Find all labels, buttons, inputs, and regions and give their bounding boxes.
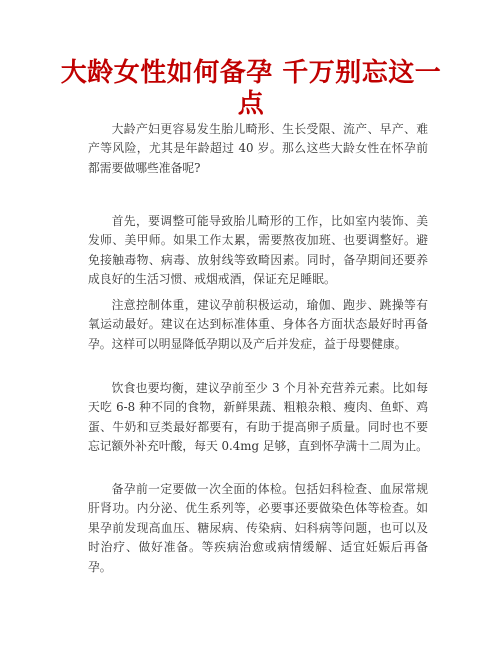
paragraph-work-lifestyle: 首先，要调整可能导致胎儿畸形的工作，比如室内装饰、美发师、美甲师。如果工作太累，需要熬夜加班、也要调整好。避免接触毒物、病毒、放射线等致畸因素。同时，备孕期间还要养成良好的生活习惯、戒烟戒酒，保证充足睡眠。 — [88, 214, 428, 287]
paragraph-intro: 大龄产妇更容易发生胎儿畸形、生长受限、流产、早产、难产等风险，尤其是年龄超过 40 岁。那么这些大龄女性在怀孕前都需要做哪些准备呢? — [88, 122, 428, 175]
article-title: 大龄女性如何备孕 千万别忘这一点 — [60, 58, 442, 119]
paragraph-diet: 饮食也要均衡，建议孕前至少 3 个月补充营养元素。比如每天吃 6-8 种不同的食物，新鲜果蔬、粗粮杂粮、瘦肉、鱼虾、鸡蛋、牛奶和豆类最好都要有，有助于提高卵子质量。同时也不要忘记额外补充叶酸，每天 0.4mg 足够，直到怀孕满十二周为止。 — [88, 381, 428, 454]
paragraph-weight-exercise: 注意控制体重，建议孕前积极运动，瑜伽、跑步、跳操等有氧运动最好。建议在达到标准体重、身体各方面状态最好时再备孕。这样可以明显降低孕期以及产后并发症，益于母婴健康。 — [88, 298, 428, 351]
paragraph-checkup: 备孕前一定要做一次全面的体检。包括妇科检查、血尿常规肝肾功。内分泌、优生系列等，必要事还要做染色体等检查。如果孕前发现高血压、糖尿病、传染病、妇科病等问题，也可以及时治疗、做好准备。等疾病治愈或病情缓解、适宜妊娠后再备孕。 — [88, 482, 428, 574]
